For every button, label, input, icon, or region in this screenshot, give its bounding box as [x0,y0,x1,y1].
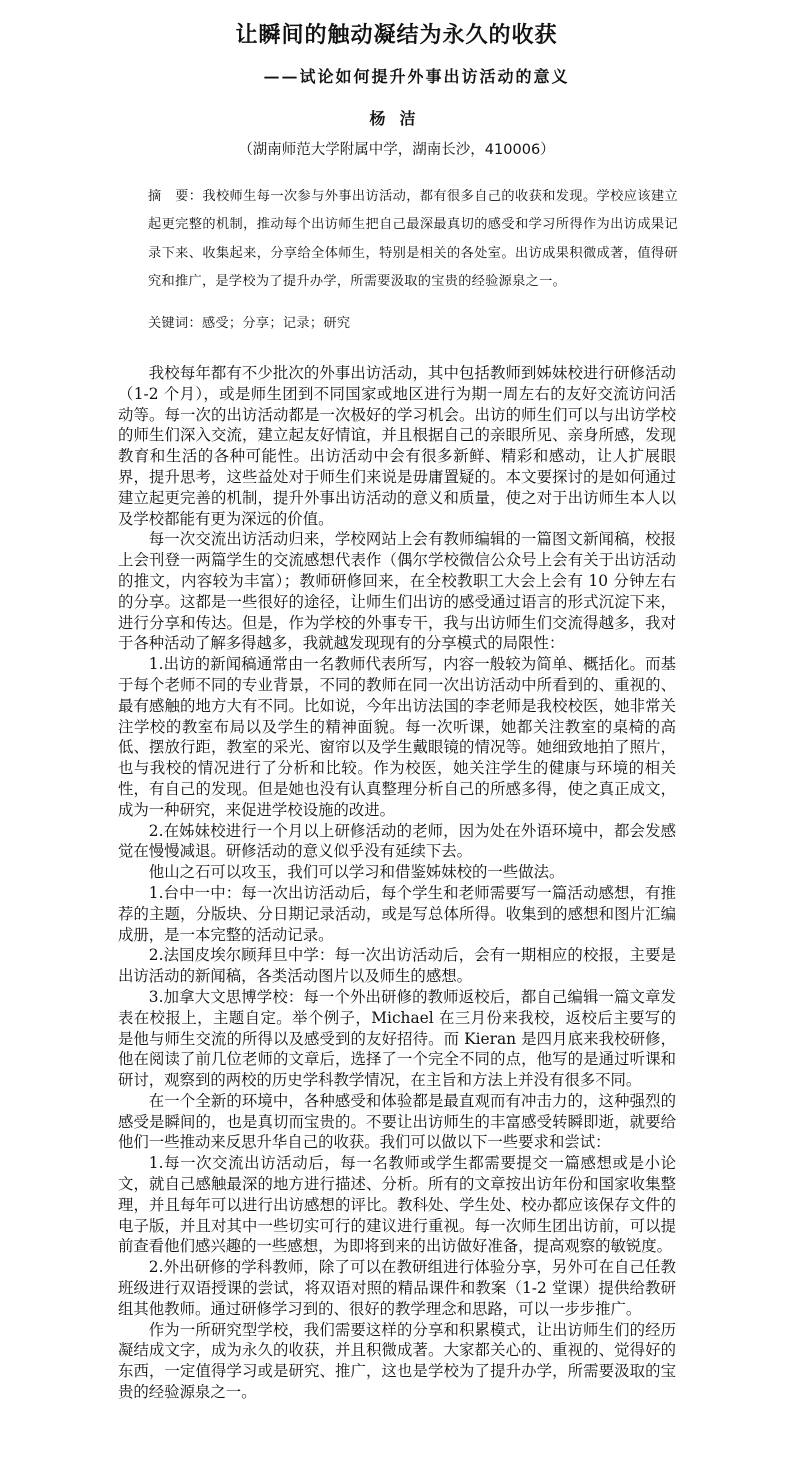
paper-title: 让瞬间的触动凝结为永久的收获 [235,23,558,48]
body-paragraph: 2.外出研修的学科教师，除了可以在教研组进行体验分享，另外可在自己任教班级进行双语授课的尝试，将双语对照的精品课件和教案（1-2 堂课）提供给教研组其他教师。通过研修学习到的、很好的教学理念和思路，可以一步步推广。 [118,1258,676,1318]
body-paragraph: 1.台中一中：每一次出访活动后，每个学生和老师需要写一篇活动感想，有推荐的主题，分版块、分日期记录活动，或是写总体所得。收集到的感想和图片汇编成册，是一本完整的活动记录。 [118,883,676,944]
paper-subtitle: ——试论如何提升外事出访活动的意义 [263,67,570,86]
keywords: 关键词：感受；分享；记录；研究 [148,316,351,331]
abstract [120,183,678,297]
body-paragraph: 1.每一次交流出访活动后，每一名教师或学生都需要提交一篇感想或是小论文，就自己感触最深的地方进行描述、分析。所有的文章按出访年份和国家收集整理，并且每年可以进行出访感想的评比。教科处、学生处、校办都应该保存文件的电子版，并且对其中一些切实可行的建议进行重视。每一次师生团出访前，可以提前查看他们感兴趣的一些感想，为即将到来的出访做好准备，提高观察的敏锐度。 [118,1154,676,1256]
body-paragraph: 2.法国皮埃尔顾拜旦中学：每一次出访活动后，会有一期相应的校报，主要是出访活动的新闻稿，各类活动图片以及师生的感想。 [118,946,676,986]
body-paragraph: 2.在姊妹校进行一个月以上研修活动的老师，因为处在外语环境中，都会发感觉在慢慢减退。研修活动的意义似乎没有延续下去。 [118,821,676,861]
article-body [118,363,676,1403]
body-paragraph: 我校每年都有不少批次的外事出访活动，其中包括教师到姊妹校进行研修活动（1-2 个月），或是师生团到不同国家或地区进行为期一周左右的友好交流访问活动等。每一次的出访活动都是一次极好的学习机会。出访的师生们可以与出访学校的师生们深入交流，建立起友好情谊，并且根据自己的亲眼所见、亲身所感，发现教育和生活的各种可能性。出访活动中会有很多新鲜、精彩和感动，让人扩展眼界，提升思考，这些益处对于师生们来说是毋庸置疑的。本文要探讨的是如何通过建立起更完善的机制，提升外事出访活动的意义和质量，使之对于出访师生本人以及学校都能有更为深远的价值。 [118,364,676,528]
body-paragraph: 在一个全新的环境中，各种感受和体验都是最直观而有冲击力的，这种强烈的感受是瞬间的，也是真切而宝贵的。不要让出访师生的丰富感受转瞬即逝，就要给他们一些推动来反思升华自己的收获。我们可以做以下一些要求和尝试： [118,1091,676,1152]
body-paragraph: 作为一所研究型学校，我们需要这样的分享和积累模式，让出访师生们的经历凝结成文字，成为永久的收获，并且积微成著。大家都关心的、重视的、觉得好的东西，一定值得学习或是研究、推广，这也是学校为了提升办学，所需要汲取的宝贵的经验源泉之一。 [118,1320,676,1402]
body-paragraph: 他山之石可以攻玉，我们可以学习和借鉴姊妹校的一些做法。 [148,863,565,882]
author-name: 杨洁 [369,109,430,128]
body-paragraph: 3.加拿大文思博学校：每一个外出研修的教师返校后，都自己编辑一篇文章发表在校报上，主题自定。举个例子，Michael 在三月份来我校，返校后主要写的是他与师生交流的所得以及感受到的友好招待。而 Kieran 是四月底来我校研修，他在阅读了前几位老师的文章后，选择了一个完全不同的点，他写的是通过听课和研讨，观察到的两校的历史学科教学情况，在主旨和方法上并没有很多不同。 [118,987,676,1090]
abstract-text: 摘 要：我校师生每一次参与外事出访活动，都有很多自己的收获和发现。学校应该建立起更完整的机制，推动每个出访师生把自己最深最真切的感受和学习所得作为出访成果记录下来、收集起来，分享给全体师生，特别是相关的各处室。出访成果积微成著，值得研究和推广，是学校为了提升办学，所需要汲取的宝贵的经验源泉之一。 [148,189,678,290]
body-paragraph: 每一次交流出访活动归来，学校网站上会有教师编辑的一篇图文新闻稿，校报上会刊登一两篇学生的交流感想代表作（偶尔学校微信公众号上会有关于出访活动的推文，内容较为丰富）；教师研修回来，在全校教职工大会上会有 10 分钟左右的分享。这都是一些很好的途径，让师生们出访的感受通过语言的形式沉淀下来，进行分享和传达。但是，作为学校的外事专干，我与出访师生们交流得越多，我对于各种活动了解多得越多，我就越发现现有的分享模式的局限性： [118,530,676,653]
author-affiliation: （湖南师范大学附属中学，湖南长沙，410006） [238,142,555,158]
body-paragraph: 1.出访的新闻稿通常由一名教师代表所写，内容一般较为简单、概括化。而基于每个老师不同的专业背景，不同的教师在同一次出访活动中所看到的、重视的、最有感触的地方大有不同。比如说，今年出访法国的李老师是我校校医，她非常关注学校的教室布局以及学生的精神面貌。每一次听课，她都关注教室的桌椅的高低、摆放行距，教室的采光、窗帘以及学生戴眼镜的情况等。她细致地拍了照片，也与我校的情况进行了分析和比较。作为校医，她关注学生的健康与环境的相关性，有自己的发现。但是她也没有认真整理分析自己的所感多得，使之真正成文，成为一种研究，来促进学校设施的改进。 [118,655,676,819]
